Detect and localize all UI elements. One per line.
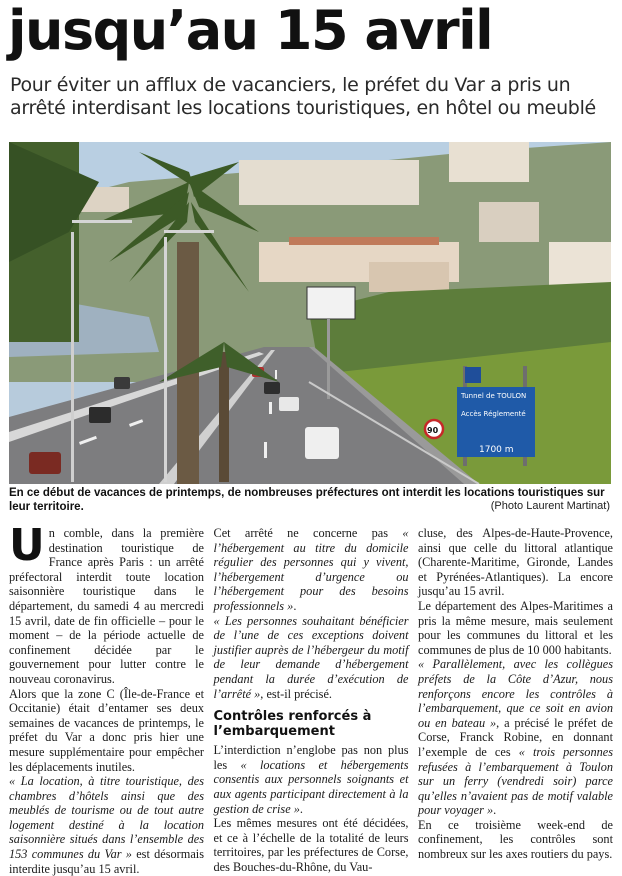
paragraph: Alors que la zone C (Île-de-France et Occitanie) était d’entamer ses deux semaines de vacances de printemps, le préfet du Var a donc pris hier une mesure supplémentaire pour empêcher les déplacements inutiles. bbox=[9, 686, 204, 774]
paragraph: cluse, des Alpes-de-Haute-Provence, ainsi que celle du littoral atlantique (Charente-Maritime, Gironde, Landes et Pyrénées-Atlantiques). La encore jusqu’au 15 avril. bbox=[418, 526, 613, 599]
photo-credit: (Photo Laurent Martinat) bbox=[490, 500, 610, 512]
quote: « La location, à titre touristique, des chambres d’hôtels ainsi que des meublés de tourisme ou de tout autre logement destiné à la location saisonnière situés dans l’ensemble des 153 communes du Var » bbox=[9, 774, 204, 862]
sign-access-text: Accès Réglementé bbox=[461, 410, 526, 418]
quote: « Parallèlement, avec les collègues préfets de la Côte d’Azur, nous renforçons encore les contrôles à l’embarquement, que ce soit en avion ou en bateau » bbox=[418, 657, 613, 730]
drop-cap: U bbox=[9, 520, 45, 571]
paragraph bbox=[214, 526, 409, 614]
text-run: . bbox=[493, 803, 497, 818]
sign-tunnel-text: Tunnel de TOULON bbox=[461, 392, 527, 400]
article-headline: jusqu’au 15 avril bbox=[8, 0, 493, 62]
text-run: . bbox=[293, 598, 297, 613]
text-run: , a précisé le préfet de Corse, Franck Robine, en donnant l’exemple de ces bbox=[418, 715, 613, 759]
section-subtitle: Contrôles renforcés à l’embarquement bbox=[213, 709, 372, 740]
quote: « trois personnes refusées à l’embarquement à Toulon sur un ferry (vendredi soir) parce qu’elles n’avaient pas de motif valable pour voyager » bbox=[418, 744, 613, 818]
text-run: Cet arrêté ne concerne pas bbox=[213, 526, 403, 540]
article-column-3 bbox=[418, 526, 613, 862]
highway-scene bbox=[9, 142, 611, 484]
speed-limit-text: 90 bbox=[427, 426, 439, 435]
paragraph bbox=[214, 743, 409, 816]
article-column-1 bbox=[9, 520, 204, 876]
quote: « Les personnes souhaitant bénéficier de l’une de ces exceptions doivent justifier auprès de l’hébergeur du motif de leur demande d’hébergement pendant la durée d’exécution de l’arrêté » bbox=[213, 613, 409, 701]
text-run: . bbox=[299, 801, 303, 816]
paragraph bbox=[418, 657, 613, 818]
photo-caption: En ce début de vacances de printemps, de nombreuses préfectures ont interdit les locations touristiques sur leur territoire. bbox=[9, 487, 605, 513]
paragraph: n comble, dans la première destination touristique de France après Paris : un arrêté préfectoral interdit toute location saisonnière touristique dans le département, du samedi 4 au mercredi 15 avril, date de fin officielle – pour le moment – de la période actuelle de confinement décidée par le gouvernement pour lutter contre le nouveau coronavirus. bbox=[9, 526, 204, 686]
article-column-2 bbox=[213, 526, 409, 874]
article-photo bbox=[9, 142, 611, 484]
sign-distance-text: 1700 m bbox=[479, 445, 514, 455]
quote: « l’hébergement au titre du domicile régulier des personnes qui y vivent, l’hébergement d’urgence ou l’hébergement pour des besoins professionnels » bbox=[213, 526, 409, 613]
text-run: est désormais interdite jusqu’au 15 avril. bbox=[9, 847, 204, 876]
paragraph: En ce troisième week-end de confinement, les contrôles sont nombreux sur les axes routiers du pays. bbox=[418, 817, 613, 862]
quote: « locations et hébergements consentis aux personnels soignants et aux agents participant directement à la gestion de crise » bbox=[213, 757, 409, 816]
paragraph: Le département des Alpes-Maritimes a pris la même mesure, mais seulement pour les communes du littoral et les communes de plus de 10 000 habitants. bbox=[418, 598, 613, 657]
article-body bbox=[9, 520, 613, 876]
article-subheadline: Pour éviter un afflux de vacanciers, le préfet du Var a pris un arrêté interdisant les locations touristiques, en hôtel ou meublé bbox=[10, 74, 596, 119]
text-run: , est-il précisé. bbox=[260, 686, 333, 701]
paragraph bbox=[214, 614, 409, 702]
paragraph: Les mêmes mesures ont été décidées, et ce à l’échelle de la totalité de leurs territoires, par les préfectures de Corse, des Bouches-du-Rhône, du Vau- bbox=[213, 816, 409, 874]
paragraph bbox=[9, 774, 204, 876]
text-run: L’interdiction n’englobe pas non plus les bbox=[213, 743, 409, 772]
tunnel-icon bbox=[465, 367, 481, 383]
